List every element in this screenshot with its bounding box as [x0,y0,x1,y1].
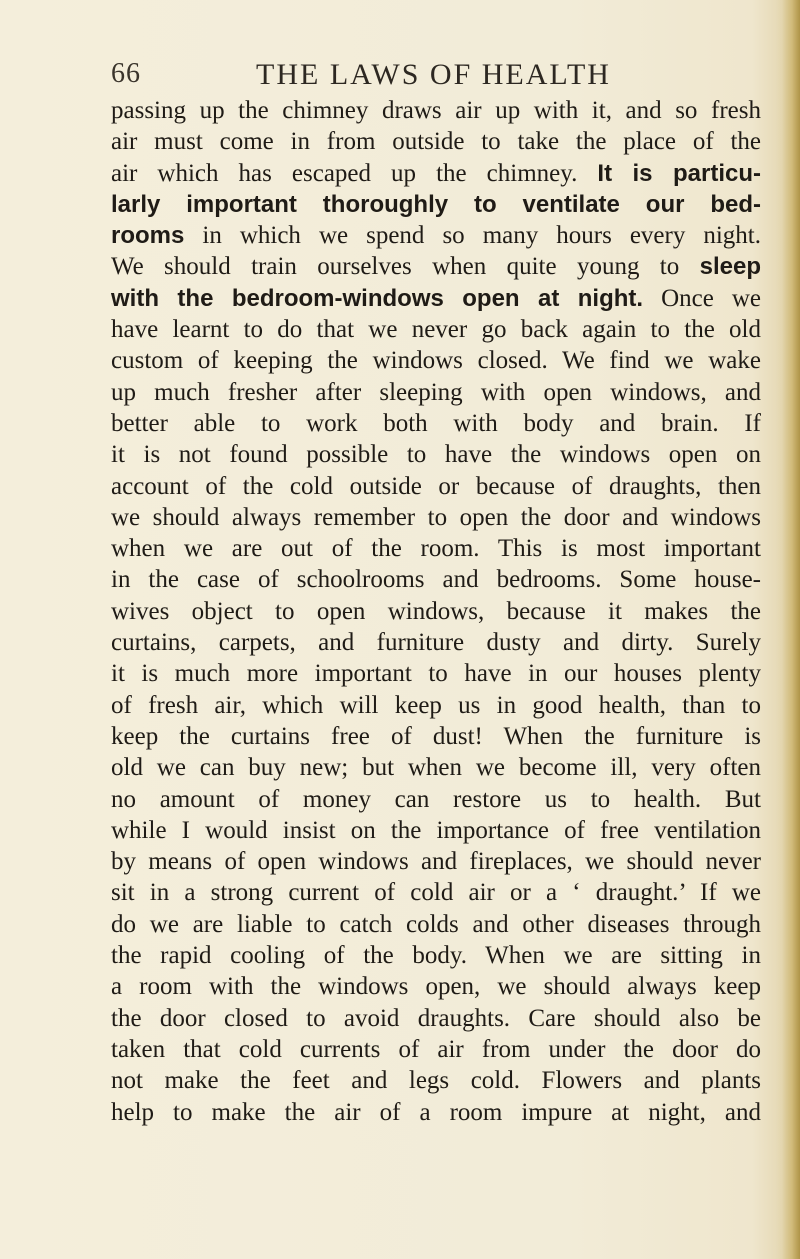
text-segment: old we can buy new; but when we become ill, very often [111,754,761,782]
emphasized-text: larly important thoroughly to ventilate our bed- [111,190,761,218]
text-segment: not make the feet and legs cold. Flowers and plants [111,1067,761,1095]
text-line [111,971,761,1002]
emphasized-text: with the bedroom-windows open at night. [111,284,644,312]
text-segment: air which has escaped up the chimney. [111,159,598,187]
text-line [111,158,761,189]
emphasized-text: sleep [699,253,761,281]
page-header [111,58,761,92]
text-line [111,627,761,658]
text-line [111,283,761,314]
text-segment: the rapid cooling of the body. When we are sitting in [111,942,761,970]
text-segment: curtains, carpets, and furniture dusty and dirty. Surely [111,629,761,657]
text-line [111,314,761,345]
text-line [111,220,761,251]
text-segment: We should train ourselves when quite young to [111,253,700,281]
text-line [111,1065,761,1096]
text-segment: the door closed to avoid draughts. Care should also be [111,1004,761,1032]
text-segment: do we are liable to catch colds and other diseases through [111,910,761,938]
text-line [111,721,761,752]
text-line [111,877,761,908]
text-line [111,815,761,846]
text-segment: no amount of money can restore us to health. But [111,785,761,813]
text-line [111,345,761,376]
text-segment: custom of keeping the windows closed. We find we wake [111,347,761,375]
text-line [111,439,761,470]
text-segment: sit in a strong current of cold air or a ‘ draught.’ If we [111,879,761,907]
text-segment: it is not found possible to have the windows open on [111,441,761,469]
text-line [111,784,761,815]
text-line [111,126,761,157]
text-line [111,533,761,564]
text-line [111,377,761,408]
text-segment: wives object to open windows, because it makes the [111,597,761,625]
text-segment: a room with the windows open, we should always keep [111,973,761,1001]
text-segment: keep the curtains free of dust! When the furniture is [111,722,761,750]
text-segment: in the case of schoolrooms and bedrooms. Some house- [111,566,761,594]
text-line [111,471,761,502]
text-segment: it is much more important to have in our houses plenty [111,660,761,688]
text-segment: have learnt to do that we never go back again to the old [111,316,761,344]
text-line [111,658,761,689]
text-segment: passing up the chimney draws air up with it, and so fresh [111,97,761,124]
text-segment: Once we [643,284,762,312]
text-line [111,408,761,439]
running-title: THE LAWS OF HEALTH [256,58,611,91]
text-segment: taken that cold currents of air from under the door do [111,1035,761,1063]
text-line [111,846,761,877]
text-line [111,1097,761,1128]
text-line [111,95,761,126]
text-segment: up much fresher after sleeping with open windows, and [111,378,761,406]
text-line [111,564,761,595]
text-segment: help to make the air of a room impure at night, and [111,1098,761,1126]
text-line [111,940,761,971]
text-segment: of fresh air, which will keep us in good health, than to [111,691,761,719]
text-segment: in which we spend so many hours every night. [184,222,761,250]
text-segment: while I would insist on the importance of free ventilation [111,816,761,844]
text-segment: account of the cold outside or because of draughts, then [111,472,761,500]
emphasized-text: rooms [111,222,185,250]
page-number: 66 [111,58,141,89]
text-segment: we should always remember to open the door and windows [111,503,761,531]
body-text [111,95,761,1128]
text-line [111,1003,761,1034]
text-line [111,690,761,721]
text-line [111,1034,761,1065]
text-line [111,909,761,940]
page-edge-shadow [782,0,800,1259]
text-line [111,251,761,282]
text-segment: better able to work both with body and brain. If [111,409,761,437]
text-segment: when we are out of the room. This is most important [111,535,761,563]
text-line [111,502,761,533]
emphasized-text: It is particu- [597,159,761,187]
text-segment: air must come in from outside to take the place of the [111,128,761,156]
text-line [111,752,761,783]
text-line [111,189,761,220]
text-line [111,596,761,627]
text-segment: by means of open windows and fireplaces, we should never [111,848,761,876]
